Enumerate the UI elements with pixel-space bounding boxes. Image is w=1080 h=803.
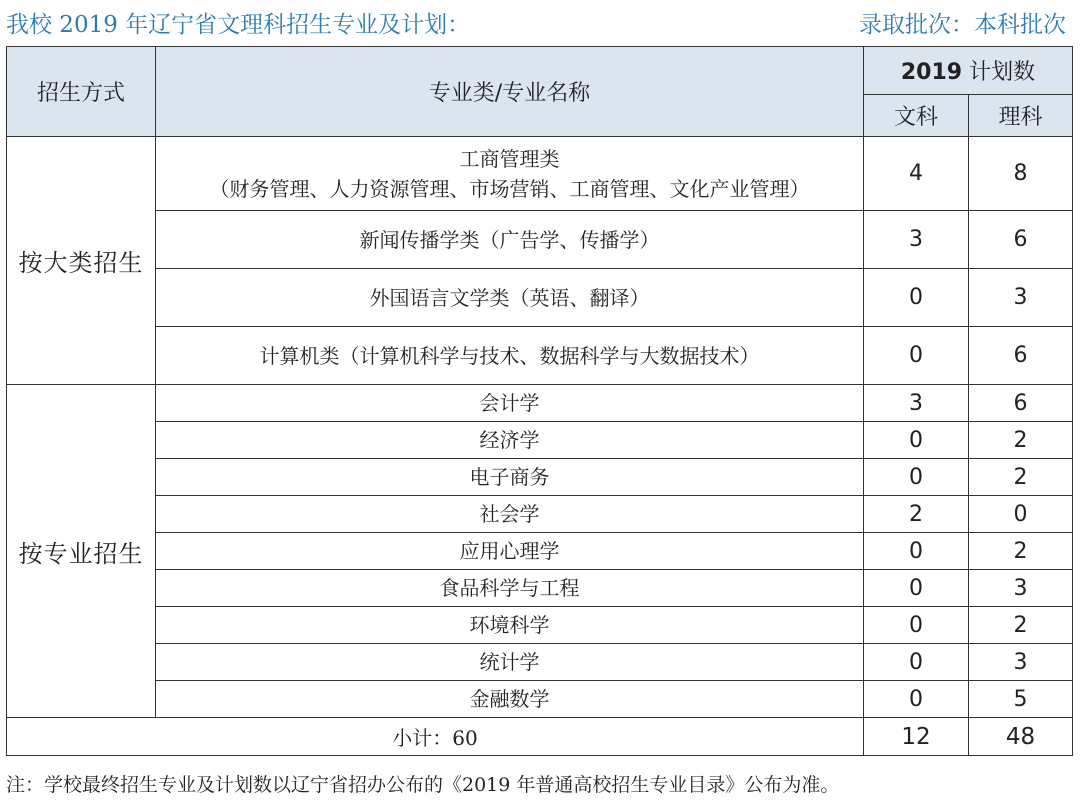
science-count: 8 [969,137,1073,211]
method-category-enrollment: 按大类招生 [7,137,156,385]
header-plan-label: 计划数 [969,60,1036,85]
header-plan-year: 2019 [900,60,963,85]
major-name: 环境科学 [156,607,864,644]
table-row [7,496,1073,533]
liberal-count: 3 [864,211,969,269]
major-name [156,137,864,211]
header-liberal-arts: 文科 [864,95,969,137]
liberal-count: 0 [864,644,969,681]
page-title: 我校 2019 年辽宁省文理科招生专业及计划： [6,12,471,38]
science-count: 5 [969,681,1073,718]
enrollment-plan-table [6,46,1073,756]
method-major-enrollment: 按专业招生 [7,385,156,718]
table-row [7,644,1073,681]
liberal-count: 0 [864,607,969,644]
liberal-count: 0 [864,422,969,459]
major-name: 新闻传播学类（广告学、传播学） [156,211,864,269]
liberal-count: 4 [864,137,969,211]
liberal-count: 0 [864,681,969,718]
page-heading [0,0,1080,44]
table-row [7,459,1073,496]
liberal-count: 0 [864,570,969,607]
major-title: 工商管理类 [459,146,560,171]
science-count: 6 [969,327,1073,385]
table-row [7,137,1073,211]
major-name: 统计学 [156,644,864,681]
table-row [7,269,1073,327]
liberal-count: 3 [864,385,969,422]
subtotal-row [7,718,1073,756]
subtotal-science: 48 [969,718,1073,756]
major-name: 经济学 [156,422,864,459]
table-row [7,211,1073,269]
liberal-count: 0 [864,459,969,496]
major-name: 应用心理学 [156,533,864,570]
liberal-count: 0 [864,269,969,327]
header-science: 理科 [969,95,1073,137]
science-count: 6 [969,211,1073,269]
table-row [7,422,1073,459]
table-row [7,681,1073,718]
table-row [7,533,1073,570]
science-count: 6 [969,385,1073,422]
science-count: 2 [969,422,1073,459]
table-row [7,607,1073,644]
batch-label: 录取批次：本科批次 [859,12,1066,38]
subtotal-label: 小计：60 [7,718,864,756]
major-detail: （财务管理、人力资源管理、市场营销、工商管理、文化产业管理） [209,176,810,201]
major-name: 食品科学与工程 [156,570,864,607]
science-count: 2 [969,459,1073,496]
major-name: 金融数学 [156,681,864,718]
liberal-count: 0 [864,327,969,385]
table-row [7,570,1073,607]
footnote: 注：学校最终招生专业及计划数以辽宁省招办公布的《2019 年普通高校招生专业目录》公布为准。 [6,774,840,796]
liberal-count: 2 [864,496,969,533]
header-plan-count [864,47,1073,95]
table-row [7,327,1073,385]
major-name: 会计学 [156,385,864,422]
subtotal-liberal: 12 [864,718,969,756]
header-method: 招生方式 [7,47,156,137]
science-count: 3 [969,644,1073,681]
science-count: 2 [969,607,1073,644]
major-name: 计算机类（计算机科学与技术、数据科学与大数据技术） [156,327,864,385]
major-name: 外国语言文学类（英语、翻译） [156,269,864,327]
liberal-count: 0 [864,533,969,570]
science-count: 3 [969,570,1073,607]
science-count: 3 [969,269,1073,327]
major-name: 社会学 [156,496,864,533]
header-major: 专业类/专业名称 [156,47,864,137]
science-count: 0 [969,496,1073,533]
table-row [7,385,1073,422]
major-name: 电子商务 [156,459,864,496]
science-count: 2 [969,533,1073,570]
